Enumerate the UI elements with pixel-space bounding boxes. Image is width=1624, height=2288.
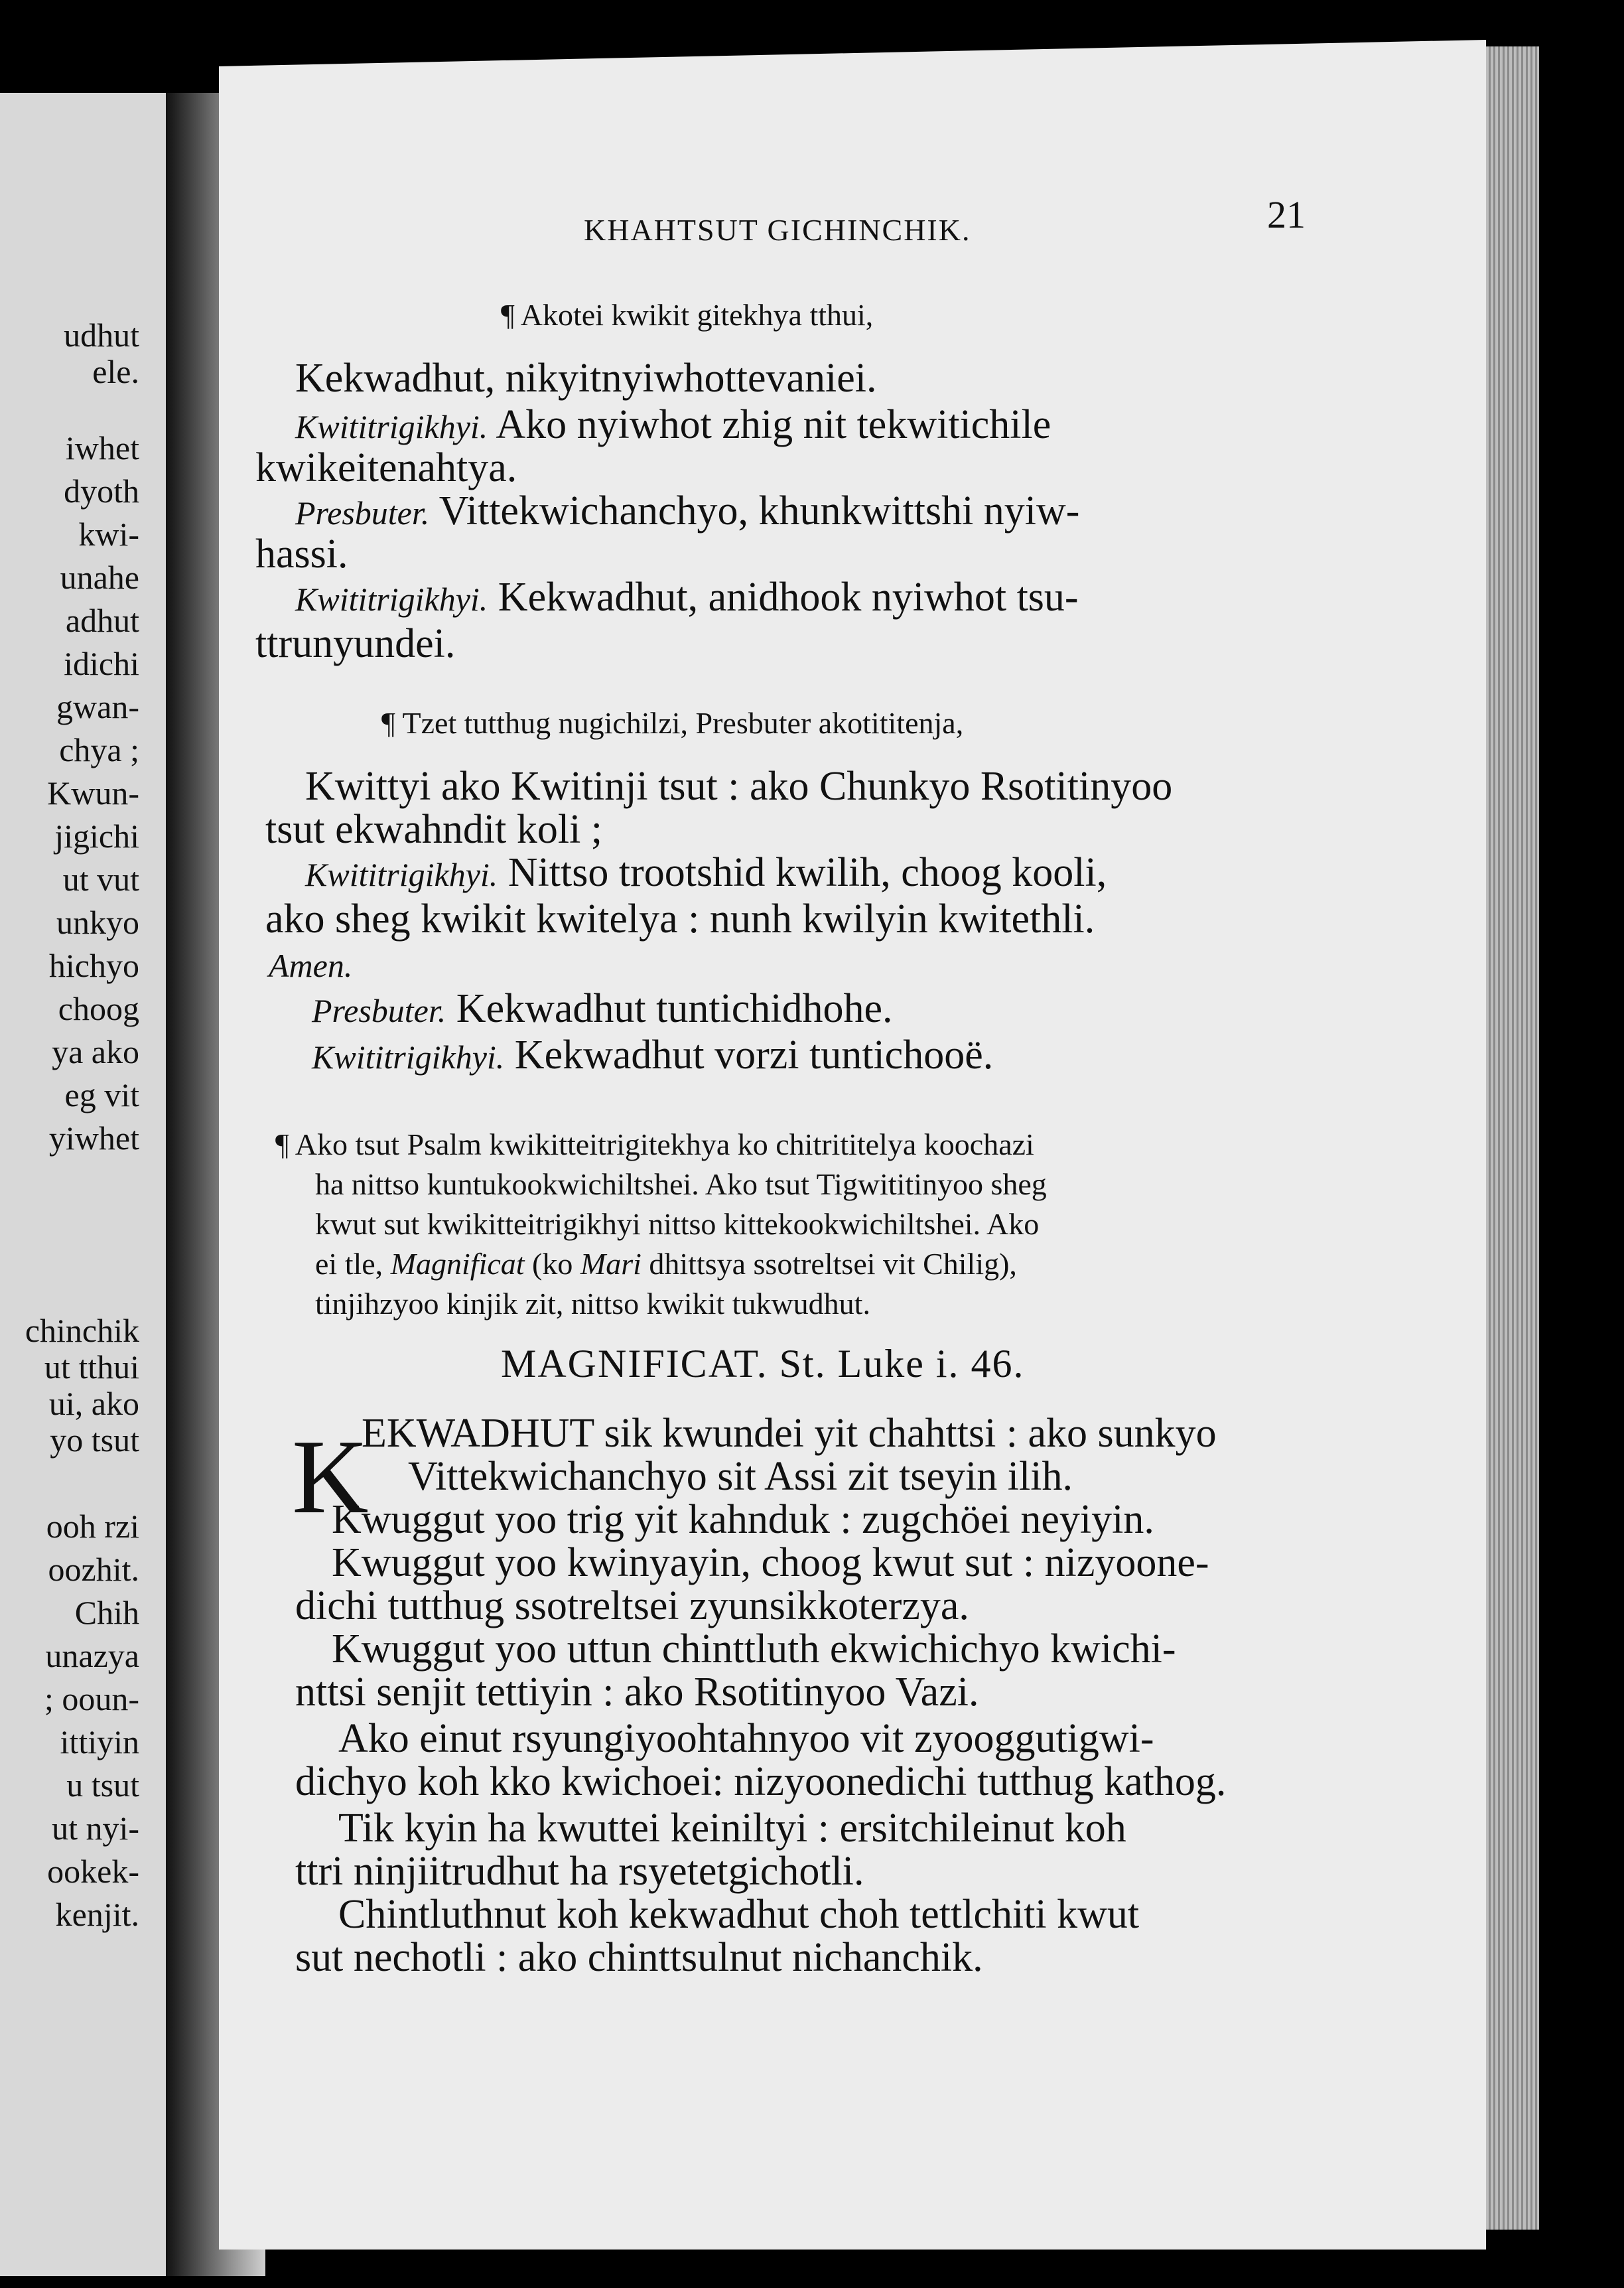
facing-page-line: ; ooun-	[44, 1680, 139, 1717]
page-number: 21	[1267, 193, 1306, 236]
text-span: Kekwadhut, anidhook nyiwhot tsu-	[498, 575, 1079, 620]
text-span: dhittsya ssotreltsei vit Chilig),	[649, 1247, 1017, 1281]
text-span: (ko	[532, 1247, 573, 1281]
text-line: ttrunyundei.	[255, 621, 456, 666]
rubric-line: kwut sut kwikitteitrigikhyi nittso kittekookwichiltshei. Ako	[315, 1207, 1040, 1241]
facing-page-line: ui, ako	[48, 1385, 139, 1422]
text-span: Kekwadhut tuntichidhohe.	[456, 986, 893, 1031]
facing-page-line: unkyo	[56, 904, 139, 941]
text-line: dichi tutthug ssotreltsei zyunsikkoterzya.	[295, 1583, 969, 1628]
text-line: nttsi senjit tettiyin : ako Rsotitinyoo Vazi.	[295, 1670, 979, 1715]
running-head: KHAHTSUT GICHINCHIK.	[584, 213, 971, 247]
drop-cap: K	[292, 1417, 369, 1536]
speaker-label: Kwititrigikhyi.	[305, 856, 498, 893]
facing-page-line: ut nyi-	[52, 1810, 139, 1847]
facing-page-line: unazya	[45, 1637, 139, 1674]
facing-page-line: ele.	[92, 353, 139, 390]
text-line: Kwuggut yoo uttun chinttluth ekwichichyo kwichi-	[332, 1626, 1176, 1672]
text-line: dichyo koh kko kwichoei: nizyoonedichi tutthug kathog.	[295, 1759, 1227, 1804]
speaker-label: Presbuter.	[312, 992, 446, 1029]
text-line: tsut ekwahndit koli ;	[265, 807, 603, 852]
text-span: Ako nyiwhot zhig nit tekwitichile	[496, 402, 1051, 447]
facing-page-line: yo tsut	[50, 1421, 139, 1459]
facing-page-line: idichi	[64, 645, 139, 682]
speaker-label: Kwititrigikhyi.	[295, 581, 488, 618]
rubric-line: ha nittso kuntukookwichiltshei. Ako tsut Tigwititinyoo sheg	[315, 1167, 1047, 1201]
facing-page-line: gwan-	[56, 688, 139, 725]
text-line	[312, 985, 893, 1034]
facing-page-line: chinchik	[25, 1312, 139, 1349]
rubric-line: tinjihzyoo kinjik zit, nittso kwikit tukwudhut.	[315, 1287, 870, 1321]
text-line: Ako einut rsyungiyoohtahnyoo vit zyooggutigwi-	[338, 1716, 1154, 1761]
section-heading: MAGNIFICAT. St. Luke i. 46.	[501, 1342, 1025, 1386]
text-line: hassi.	[255, 532, 348, 577]
rubric: ¶ Tzet tutthug nugichilzi, Presbuter akotititenja,	[381, 706, 964, 740]
text-line	[312, 1032, 993, 1080]
text-line: ako sheg kwikit kwitelya : nunh kwilyin kwitethli.	[265, 896, 1095, 942]
facing-page-line: Chih	[74, 1594, 139, 1631]
text-span: Magnificat	[390, 1247, 525, 1281]
speaker-label: Presbuter.	[295, 494, 430, 532]
facing-page-line: Kwun-	[47, 774, 139, 812]
text-line: ttri ninjiitrudhut ha rsyetetgichotli.	[295, 1849, 864, 1894]
text-span: Kekwadhut vorzi tuntichooë.	[514, 1033, 994, 1078]
facing-page-line: iwhet	[65, 429, 139, 466]
facing-page-line: adhut	[65, 602, 139, 639]
rubric-line: ¶ Ako tsut Psalm kwikitteitrigitekhya ko chitrititelya koochazi	[275, 1127, 1034, 1161]
text-span: Nittso trootshid kwilih, choog kooli,	[508, 850, 1107, 895]
text-line: sut nechotli : ako chinttsulnut nichanchik.	[295, 1935, 983, 1980]
text-span: ei tle,	[315, 1247, 383, 1281]
text-line: Kwittyi ako Kwitinji tsut : ako Chunkyo Rsotitinyoo	[305, 764, 1173, 809]
facing-page-line: kenjit.	[55, 1896, 139, 1933]
facing-page-line: choog	[58, 990, 139, 1027]
text-line	[295, 574, 1079, 622]
facing-page-line: ya ako	[52, 1033, 139, 1070]
facing-page-fragment	[0, 93, 166, 2276]
text-line: Tik kyin ha kwuttei keiniltyi : ersitchileinut koh	[338, 1806, 1126, 1851]
page-stack-edge	[1486, 46, 1539, 2230]
text-line	[295, 401, 1051, 450]
text-line: Kekwadhut, nikyitnyiwhottevaniei.	[295, 356, 877, 401]
facing-page-line: udhut	[64, 317, 139, 354]
text-line	[305, 849, 1107, 898]
facing-page-line: hichyo	[48, 947, 139, 984]
facing-page-line: oozhit.	[48, 1551, 139, 1588]
facing-page-line: u tsut	[66, 1766, 139, 1804]
facing-page-line: eg vit	[64, 1076, 139, 1113]
text-line: kwikeitenahtya.	[255, 445, 517, 490]
facing-page-line: jigichi	[54, 818, 139, 855]
text-line: Vittekwichanchyo sit Assi zit tseyin ilih.	[408, 1454, 1073, 1499]
text-span: Vittekwichanchyo, khunkwittshi nyiw-	[439, 488, 1080, 534]
facing-page-line: ut tthui	[44, 1348, 139, 1386]
rubric: ¶ Akotei kwikit gitekhya tthui,	[501, 298, 874, 332]
facing-page-line: ittiyin	[60, 1723, 139, 1760]
facing-page-line: ooh rzi	[46, 1508, 139, 1545]
facing-page-line: unahe	[60, 559, 139, 596]
text-line: Kwuggut yoo kwinyayin, choog kwut sut : nizyoone-	[332, 1540, 1209, 1585]
text-line	[295, 488, 1079, 536]
text-line: Chintluthnut koh kekwadhut choh tettlchiti kwut	[338, 1892, 1140, 1937]
facing-page-line: ut vut	[62, 861, 139, 898]
text-line: Kwuggut yoo trig yit kahnduk : zugchöei neyiyin.	[332, 1497, 1154, 1542]
text-line: EKWADHUT sik kwundei yit chahttsi : ako sunkyo	[362, 1411, 1217, 1456]
facing-page-line: kwi-	[78, 516, 139, 553]
facing-page-line: dyoth	[64, 472, 139, 510]
speaker-label: Kwititrigikhyi.	[312, 1038, 505, 1076]
text-span: Mari	[580, 1247, 642, 1281]
facing-page-line: chya ;	[59, 731, 139, 768]
facing-page-line: yiwhet	[48, 1119, 139, 1157]
amen: Amen.	[269, 947, 353, 984]
facing-page-line: ookek-	[47, 1853, 139, 1890]
speaker-label: Kwititrigikhyi.	[295, 408, 488, 445]
